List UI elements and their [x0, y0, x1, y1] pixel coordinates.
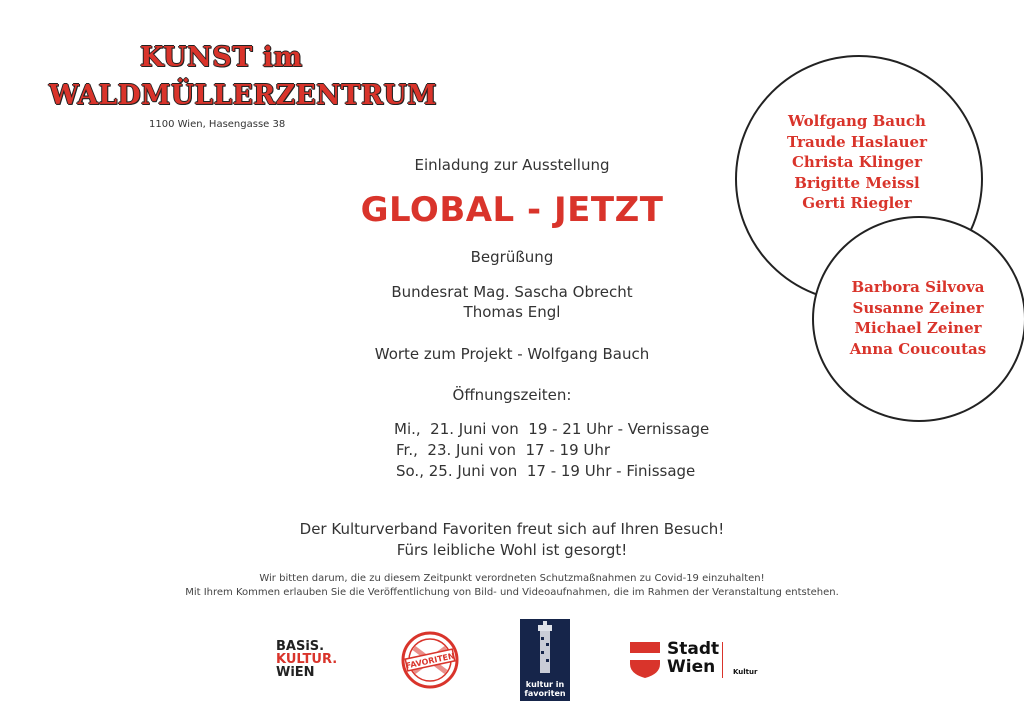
kif-line: kultur in — [525, 680, 565, 689]
basis-kultur-wien-logo — [276, 640, 337, 679]
artist-name: Susanne Zeiner — [852, 298, 984, 317]
hours-heading: Öffnungszeiten: — [452, 386, 572, 404]
artist-name: Wolfgang Bauch — [788, 112, 926, 130]
kultur-in-favoriten-logo — [520, 619, 570, 701]
tower-icon — [520, 619, 570, 681]
address: 1100 Wien, Hasengasse 38 — [149, 119, 286, 130]
artist-name: Traude Haslauer — [787, 132, 927, 151]
speaker-1: Bundesrat Mag. Sascha Obrecht — [391, 283, 633, 301]
basis-logo-line: BASiS. — [276, 639, 325, 654]
favoriten-stamp-logo — [400, 630, 460, 690]
artist-name: Michael Zeiner — [854, 319, 982, 337]
media-notice: Mit Ihrem Kommen erlauben Sie die Veröffentlichung von Bild- und Videoaufnahmen, die im Rahmen der Veranstaltung entstehen. — [185, 587, 839, 598]
logo-kunst-im: KUNST im — [140, 42, 303, 73]
artist-name: Brigitte Meissl — [794, 173, 920, 192]
favoriten-stamp-text: FAVORITEN — [404, 651, 456, 671]
stadt-wien-logo — [667, 640, 719, 676]
invitation-intro: Einladung zur Ausstellung — [414, 156, 610, 174]
kultur-text: Kultur — [733, 668, 758, 676]
wien-text: Wien — [667, 657, 716, 677]
artist-list-2 — [820, 277, 1016, 359]
artist-name: Anna Coucoutas — [849, 339, 987, 358]
artist-name: Gerti Riegler — [802, 194, 912, 212]
greeting-heading: Begrüßung — [470, 248, 554, 266]
schedule-item: Fr., 23. Juni von 17 - 19 Uhr — [396, 441, 611, 459]
closing-line-1: Der Kulturverband Favoriten freut sich auf Ihren Besuch! — [299, 520, 725, 538]
artist-name: Barbora Silvova — [851, 278, 985, 296]
exhibition-title: GLOBAL - JETZT — [360, 190, 664, 230]
artist-list-1 — [755, 111, 959, 214]
schedule-item: So., 25. Juni von 17 - 19 Uhr - Finissage — [396, 462, 696, 480]
schedule-item: Mi., 21. Juni von 19 - 21 Uhr - Vernissage — [394, 420, 710, 438]
project-words: Worte zum Projekt - Wolfgang Bauch — [374, 345, 650, 363]
artist-name: Christa Klinger — [791, 153, 923, 171]
kultur-in-favoriten-label — [520, 680, 570, 698]
wien-flag-icon — [630, 642, 660, 678]
closing-line-2: Fürs leibliche Wohl ist gesorgt! — [396, 541, 628, 559]
basis-logo-line: KULTUR. — [276, 652, 338, 667]
speaker-2: Thomas Engl — [463, 303, 561, 321]
covid-notice: Wir bitten darum, die zu diesem Zeitpunkt verordneten Schutzmaßnahmen zu Covid-19 einzuhalten! — [259, 573, 765, 584]
logo-waldmuellerzentrum: WALDMÜLLERZENTRUM — [49, 80, 437, 111]
stadt-text: Stadt — [667, 639, 720, 659]
kif-line: favoriten — [524, 689, 566, 698]
basis-logo-line: WiEN — [276, 665, 315, 680]
logo-divider — [722, 642, 723, 678]
